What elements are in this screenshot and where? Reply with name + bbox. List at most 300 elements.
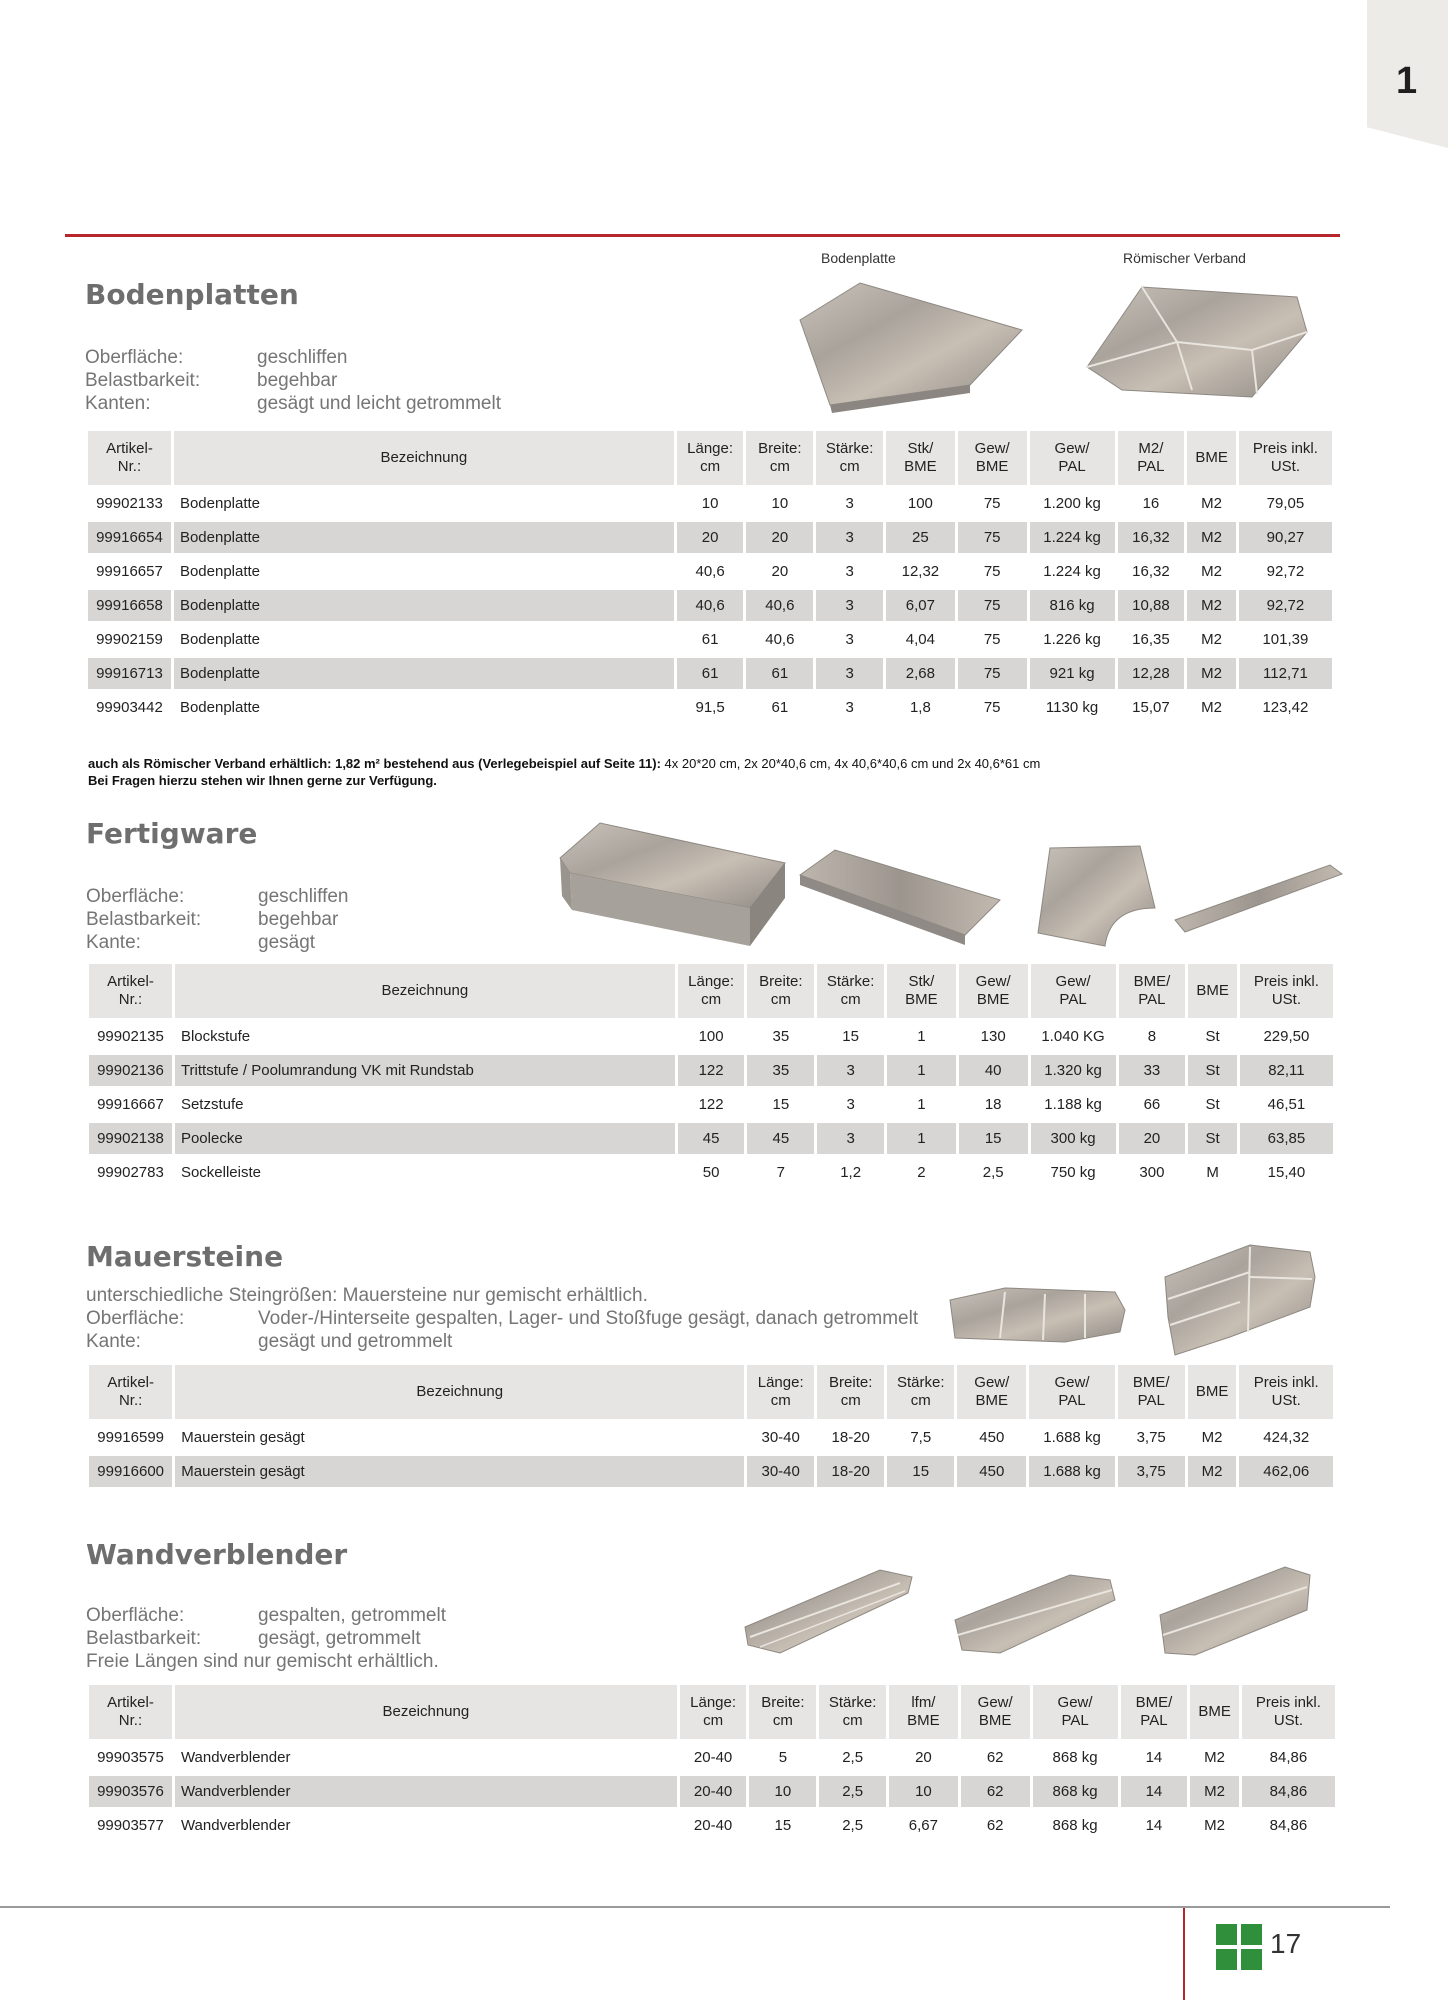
roemischer-verband-note <box>88 755 1040 789</box>
prop-value: gesägt und leicht getrommelt <box>257 393 501 414</box>
table-cell: 300 kg <box>1031 1123 1116 1154</box>
table-cell: 122 <box>698 1096 724 1113</box>
table-row <box>89 1157 1333 1188</box>
table-cell: 45 <box>678 1123 745 1154</box>
table-cell: M2 <box>1190 1776 1239 1807</box>
table-cell: St <box>1205 1028 1220 1045</box>
caption-bodenplatte: Bodenplatte <box>821 250 896 266</box>
table-row <box>88 590 1332 621</box>
table-cell: 84,86 <box>1269 1749 1308 1766</box>
column-header: Gew/ BME <box>961 1685 1030 1739</box>
prop-value: gesägt, getrommelt <box>258 1628 421 1649</box>
column-header: M2/ PAL <box>1118 431 1185 485</box>
table-cell: 1130 kg <box>1045 699 1099 716</box>
column-header: Bezeichnung <box>175 1365 744 1419</box>
column-header: Stärke: cm <box>817 964 884 1018</box>
table-cell: 7 <box>776 1164 786 1181</box>
table-cell: 46,51 <box>1267 1096 1306 1113</box>
section-title-bodenplatten: Bodenplatten <box>85 278 299 311</box>
description-cell: Wandverblender <box>180 1817 291 1834</box>
table-cell: 33 <box>1119 1055 1186 1086</box>
table-cell: 101,39 <box>1262 631 1309 648</box>
column-header: Preis inkl. USt. <box>1240 964 1333 1018</box>
table-cell: 3 <box>846 1096 855 1113</box>
column-header: Bezeichnung <box>175 964 675 1018</box>
table-cell: 2,5 <box>982 1164 1004 1181</box>
description-cell: Bodenplatte <box>174 522 674 553</box>
table-cell: 61 <box>746 658 813 689</box>
prop-key: Belastbarkeit: <box>85 370 201 391</box>
table-cell: 1.224 kg <box>1030 522 1115 553</box>
column-header: Stärke: cm <box>816 431 883 485</box>
table-cell: 15 <box>959 1123 1028 1154</box>
note-bold: auch als Römischer Verband erhältlich: 1,82 m² bestehend aus (Verlegebeispiel auf Seite 11): <box>88 756 661 771</box>
table-cell: 20-40 <box>680 1776 747 1807</box>
table-cell: M2 <box>1201 631 1222 648</box>
article-number-cell: 99903577 <box>97 1817 164 1834</box>
column-header: Breite: cm <box>749 1685 816 1739</box>
column-header: Stk/ BME <box>886 431 955 485</box>
article-number-cell: 99902135 <box>97 1028 164 1045</box>
mauerstein-ecke-image <box>1160 1237 1320 1362</box>
column-header: Artikel- Nr.: <box>88 431 171 485</box>
trittstufe-image <box>795 845 1005 950</box>
column-header: BME <box>1190 1685 1239 1739</box>
article-number-cell: 99902783 <box>97 1164 164 1181</box>
fertigware-table <box>86 961 1336 1191</box>
table-cell: 1 <box>887 1123 956 1154</box>
table-cell: 20 <box>746 522 813 553</box>
table-cell: 20 <box>677 522 744 553</box>
prop-key: Oberfläche: <box>86 1308 185 1329</box>
table-cell: M2 <box>1201 699 1222 716</box>
table-cell: 450 <box>979 1429 1005 1446</box>
article-number-cell: 99916600 <box>89 1456 172 1487</box>
table-cell: M2 <box>1188 1456 1237 1487</box>
column-header: Stk/ BME <box>887 964 956 1018</box>
table-header-row <box>89 964 1333 1018</box>
prop-value: begehbar <box>257 370 338 391</box>
table-cell: 16 <box>1142 495 1160 512</box>
column-header: BME <box>1187 431 1236 485</box>
table-cell: 10 <box>749 1776 816 1807</box>
table-cell: 18-20 <box>831 1429 870 1446</box>
fertigware-properties <box>86 885 349 954</box>
table-cell: 14 <box>1145 1749 1163 1766</box>
mauersteine-table <box>86 1362 1336 1490</box>
table-cell: 3 <box>817 1055 884 1086</box>
table-cell: 62 <box>986 1749 1004 1766</box>
table-cell: 20-40 <box>693 1817 733 1834</box>
table-cell: 35 <box>772 1028 790 1045</box>
table-row <box>89 1776 1335 1807</box>
prop-key: Oberfläche: <box>85 347 184 368</box>
table-cell: 1.040 KG <box>1041 1028 1105 1045</box>
table-cell: 75 <box>983 699 1001 716</box>
prop-value: geschliffen <box>258 886 349 907</box>
table-cell: 61 <box>701 631 719 648</box>
table-cell: 2,68 <box>886 658 955 689</box>
column-header: Stärke: cm <box>819 1685 886 1739</box>
table-cell: 40,6 <box>765 631 795 648</box>
table-cell: 3 <box>845 563 854 580</box>
table-cell: St <box>1188 1055 1237 1086</box>
table-cell: 868 kg <box>1033 1776 1118 1807</box>
table-cell: 122 <box>678 1055 745 1086</box>
column-header: lfm/ BME <box>889 1685 958 1739</box>
table-cell: 1.226 kg <box>1043 631 1101 648</box>
wandverblender-properties <box>86 1604 446 1673</box>
prop-key: Kante: <box>86 1331 141 1352</box>
column-header: Breite: cm <box>746 431 813 485</box>
table-cell: 15 <box>842 1028 859 1045</box>
bodenplatten-table <box>85 428 1335 726</box>
section-title-fertigware: Fertigware <box>86 817 258 850</box>
footer-divider <box>0 1906 1390 1908</box>
column-header: Länge: cm <box>747 1365 814 1419</box>
column-header: Gew/ PAL <box>1031 964 1116 1018</box>
table-cell: 3,75 <box>1118 1456 1185 1487</box>
table-row <box>89 1742 1335 1773</box>
description-cell: Wandverblender <box>175 1776 677 1807</box>
table-cell: 30-40 <box>747 1456 814 1487</box>
table-cell: 7,5 <box>910 1429 932 1446</box>
table-cell: 14 <box>1145 1817 1163 1834</box>
table-cell: 2,5 <box>819 1776 886 1807</box>
article-number-cell: 99902136 <box>89 1055 172 1086</box>
column-header: Breite: cm <box>747 964 814 1018</box>
table-cell: 40,6 <box>677 590 744 621</box>
column-header: Stärke: cm <box>887 1365 954 1419</box>
table-cell: 75 <box>983 495 1001 512</box>
table-cell: 50 <box>702 1164 720 1181</box>
description-cell: Bodenplatte <box>179 631 261 648</box>
table-cell: M2 <box>1204 1817 1225 1834</box>
table-cell: 1.224 kg <box>1043 563 1101 580</box>
table-cell: 3 <box>845 495 854 512</box>
bodenplatten-properties <box>85 346 501 415</box>
table-cell: 1.188 kg <box>1044 1096 1102 1113</box>
column-header: Preis inkl. USt. <box>1239 1365 1333 1419</box>
table-cell: 16,32 <box>1118 522 1185 553</box>
table-cell: 2 <box>917 1164 926 1181</box>
table-cell: 3 <box>845 631 854 648</box>
table-cell: 75 <box>958 522 1027 553</box>
table-cell: 75 <box>958 658 1027 689</box>
table-cell: 14 <box>1121 1776 1188 1807</box>
table-cell: 75 <box>958 590 1027 621</box>
column-header: Gew/ PAL <box>1029 1365 1114 1419</box>
table-cell: 82,11 <box>1240 1055 1333 1086</box>
prop-key: Kante: <box>86 932 141 953</box>
article-number-cell: 99916654 <box>88 522 171 553</box>
footer-red-line <box>1183 1908 1185 2000</box>
table-cell: 1,2 <box>840 1164 862 1181</box>
table-row <box>88 658 1332 689</box>
table-cell: 100 <box>698 1028 724 1045</box>
table-cell: 10 <box>889 1776 958 1807</box>
prop-key: Belastbarkeit: <box>86 1628 202 1649</box>
prop-key: Oberfläche: <box>86 886 185 907</box>
description-cell: Setzstufe <box>180 1096 244 1113</box>
table-row <box>89 1422 1333 1453</box>
table-cell: 18-20 <box>817 1456 884 1487</box>
table-cell: 3 <box>845 699 854 716</box>
bodenplatte-image <box>790 275 1030 415</box>
table-cell: 18 <box>984 1096 1002 1113</box>
table-cell: 40,6 <box>746 590 813 621</box>
table-cell: 100 <box>907 495 933 512</box>
section-title-mauersteine: Mauersteine <box>86 1240 284 1273</box>
wandverblender-15cm-image <box>1155 1555 1315 1665</box>
description-cell: Mauerstein gesägt <box>181 1429 305 1446</box>
wandverblender-5cm-image <box>740 1565 915 1660</box>
table-cell: 20 <box>771 563 789 580</box>
table-cell: 3 <box>816 658 883 689</box>
table-cell: 20 <box>915 1749 932 1766</box>
table-cell: 92,72 <box>1239 590 1332 621</box>
article-number-cell: 99902138 <box>89 1123 172 1154</box>
column-header: BME/ PAL <box>1118 1365 1185 1419</box>
wandverblender-extra: Freie Längen sind nur gemischt erhältlich. <box>86 1651 439 1672</box>
prop-value: Voder-/Hinterseite gespalten, Lager- und Stoßfuge gesägt, danach getrommelt <box>258 1308 919 1329</box>
column-header: Breite: cm <box>817 1365 884 1419</box>
description-cell: Bodenplatte <box>179 699 261 716</box>
article-number-cell: 99916713 <box>88 658 171 689</box>
description-cell: Bodenplatte <box>179 495 261 512</box>
table-cell: 12,28 <box>1118 658 1185 689</box>
table-cell: 75 <box>983 631 1001 648</box>
mauerstein-flach-image <box>945 1280 1130 1350</box>
column-header: Preis inkl. USt. <box>1242 1685 1335 1739</box>
blockstufe-image <box>550 818 790 953</box>
column-header: Artikel- Nr.: <box>89 964 172 1018</box>
column-header: Gew/ PAL <box>1033 1685 1118 1739</box>
table-cell: 84,86 <box>1269 1817 1308 1834</box>
table-row <box>88 692 1332 723</box>
note-line2: Bei Fragen hierzu stehen wir Ihnen gerne zur Verfügung. <box>88 773 437 788</box>
table-cell: 61 <box>771 699 789 716</box>
table-cell: 3 <box>816 590 883 621</box>
table-cell: M2 <box>1187 658 1236 689</box>
wandverblender-10cm-image <box>950 1565 1120 1660</box>
table-cell: 79,05 <box>1266 495 1305 512</box>
table-cell: 229,50 <box>1263 1028 1310 1045</box>
poolecke-image <box>1030 838 1160 953</box>
table-cell: 16,35 <box>1132 631 1170 648</box>
brand-logo-icon <box>1216 1924 1262 1970</box>
column-header: Gew/ PAL <box>1030 431 1115 485</box>
table-row <box>88 624 1332 655</box>
table-cell: 15 <box>887 1456 954 1487</box>
caption-roemischer-verband: Römischer Verband <box>1123 250 1246 266</box>
table-cell: 6,07 <box>886 590 955 621</box>
article-number-cell: 99902133 <box>96 495 163 512</box>
column-header: Gew/ BME <box>959 964 1028 1018</box>
prop-value: gesägt und getrommelt <box>258 1331 453 1352</box>
description-cell: Poolecke <box>175 1123 675 1154</box>
table-cell: 2,5 <box>842 1817 864 1834</box>
column-header: BME <box>1188 1365 1237 1419</box>
table-cell: 3 <box>816 522 883 553</box>
table-cell: 4,04 <box>905 631 935 648</box>
article-number-cell: 99916658 <box>88 590 171 621</box>
description-cell: Bodenplatte <box>179 563 261 580</box>
table-cell: M2 <box>1201 563 1222 580</box>
column-header: Länge: cm <box>678 964 745 1018</box>
article-number-cell: 99916667 <box>97 1096 164 1113</box>
column-header: Preis inkl. USt. <box>1239 431 1332 485</box>
table-row <box>89 1123 1333 1154</box>
roemischer-verband-image <box>1082 272 1312 412</box>
table-cell: 63,85 <box>1240 1123 1333 1154</box>
table-cell: M2 <box>1187 522 1236 553</box>
table-cell: 8 <box>1147 1028 1157 1045</box>
table-header-row <box>88 431 1332 485</box>
table-cell: 1.688 kg <box>1043 1429 1101 1446</box>
table-cell: 45 <box>747 1123 814 1154</box>
article-number-cell: 99916599 <box>97 1429 165 1446</box>
table-cell: 450 <box>957 1456 1026 1487</box>
column-header: Gew/ BME <box>958 431 1027 485</box>
table-cell: 92,72 <box>1266 563 1305 580</box>
table-cell: St <box>1205 1096 1220 1113</box>
description-cell: Wandverblender <box>180 1749 291 1766</box>
table-cell: M2 <box>1201 1429 1223 1446</box>
prop-key: Belastbarkeit: <box>86 909 202 930</box>
table-row <box>89 1456 1333 1487</box>
table-cell: 1,8 <box>909 699 931 716</box>
table-cell: 66 <box>1143 1096 1161 1113</box>
table-cell: M <box>1206 1164 1219 1181</box>
description-cell: Bodenplatte <box>174 590 674 621</box>
description-cell: Trittstufe / Poolumrandung VK mit Rundstab <box>175 1055 675 1086</box>
table-cell: 84,86 <box>1242 1776 1335 1807</box>
table-cell: 2,5 <box>842 1749 864 1766</box>
column-header: Länge: cm <box>677 431 744 485</box>
table-cell: 10,88 <box>1118 590 1185 621</box>
table-cell: 424,32 <box>1263 1429 1310 1446</box>
table-cell: 62 <box>961 1776 1030 1807</box>
table-cell: 20 <box>1119 1123 1186 1154</box>
column-header: Gew/ BME <box>957 1365 1026 1419</box>
table-row <box>89 1810 1335 1841</box>
table-row <box>89 1055 1333 1086</box>
column-header: BME/ PAL <box>1121 1685 1188 1739</box>
table-cell: 750 kg <box>1050 1164 1096 1181</box>
table-cell: St <box>1188 1123 1237 1154</box>
top-divider <box>65 234 1340 237</box>
table-row <box>88 488 1332 519</box>
table-cell: 15,40 <box>1267 1164 1306 1181</box>
table-cell: 10 <box>771 495 789 512</box>
table-cell: 123,42 <box>1262 699 1309 716</box>
sockelleiste-image <box>1170 860 1345 940</box>
table-cell: 921 kg <box>1030 658 1115 689</box>
article-number-cell: 99903576 <box>89 1776 172 1807</box>
article-number-cell: 99916657 <box>96 563 163 580</box>
article-number-cell: 99903575 <box>97 1749 164 1766</box>
column-header: Länge: cm <box>680 1685 747 1739</box>
prop-value: gesägt <box>258 932 316 953</box>
prop-value: begehbar <box>258 909 339 930</box>
table-cell: 130 <box>980 1028 1006 1045</box>
table-cell: 1.320 kg <box>1031 1055 1116 1086</box>
description-cell: Blockstufe <box>180 1028 251 1045</box>
table-cell: 90,27 <box>1239 522 1332 553</box>
table-cell: 462,06 <box>1239 1456 1333 1487</box>
table-cell: 15,07 <box>1132 699 1170 716</box>
column-header: Artikel- Nr.: <box>89 1685 172 1739</box>
table-cell: 816 kg <box>1030 590 1115 621</box>
table-cell: 30-40 <box>761 1429 800 1446</box>
table-cell: 1 <box>917 1028 926 1045</box>
prop-key: Kanten: <box>85 393 151 414</box>
table-cell: M2 <box>1187 590 1236 621</box>
article-number-cell: 99903442 <box>96 699 163 716</box>
table-header-row <box>89 1365 1333 1419</box>
table-cell: 75 <box>983 563 1001 580</box>
column-header: Artikel- Nr.: <box>89 1365 172 1419</box>
wandverblender-table <box>86 1682 1338 1844</box>
table-cell: 1 <box>887 1055 956 1086</box>
mauersteine-intro: unterschiedliche Steingrößen: Mauersteine nur gemischt erhältlich. <box>86 1285 648 1306</box>
article-number-cell: 99902159 <box>96 631 163 648</box>
description-cell: Bodenplatte <box>174 658 674 689</box>
prop-value: geschliffen <box>257 347 348 368</box>
chapter-number: 1 <box>1396 60 1418 102</box>
table-cell: 1 <box>917 1096 926 1113</box>
column-header: BME <box>1188 964 1237 1018</box>
table-cell: 15 <box>774 1817 792 1834</box>
table-cell: 40 <box>959 1055 1028 1086</box>
table-cell: 10 <box>701 495 719 512</box>
column-header: Bezeichnung <box>174 431 674 485</box>
column-header: BME/ PAL <box>1119 964 1186 1018</box>
table-cell: 40,6 <box>695 563 725 580</box>
table-cell: 1.200 kg <box>1043 495 1101 512</box>
table-cell: 35 <box>747 1055 814 1086</box>
table-cell: 5 <box>778 1749 788 1766</box>
table-cell: 16,32 <box>1132 563 1170 580</box>
table-cell: M2 <box>1201 495 1222 512</box>
table-cell: 61 <box>677 658 744 689</box>
note-rest: 4x 20*20 cm, 2x 20*40,6 cm, 4x 40,6*40,6 cm und 2x 40,6*61 cm <box>660 756 1041 771</box>
table-row <box>88 522 1332 553</box>
prop-value: gespalten, getrommelt <box>258 1605 446 1626</box>
table-cell: 6,67 <box>908 1817 938 1834</box>
table-cell: 1.688 kg <box>1029 1456 1114 1487</box>
table-cell: 300 <box>1139 1164 1165 1181</box>
table-cell: 868 kg <box>1052 1817 1098 1834</box>
table-cell: 868 kg <box>1052 1749 1098 1766</box>
table-cell: M2 <box>1204 1749 1225 1766</box>
table-row <box>89 1021 1333 1052</box>
table-cell: 15 <box>772 1096 790 1113</box>
page-number: 17 <box>1270 1928 1302 1959</box>
column-header: Bezeichnung <box>175 1685 677 1739</box>
table-cell: 3,75 <box>1136 1429 1166 1446</box>
description-cell: Sockelleiste <box>180 1164 261 1181</box>
table-cell: 62 <box>986 1817 1004 1834</box>
table-header-row <box>89 1685 1335 1739</box>
description-cell: Mauerstein gesägt <box>175 1456 744 1487</box>
table-cell: 25 <box>886 522 955 553</box>
table-cell: 3 <box>817 1123 884 1154</box>
mauersteine-properties <box>86 1284 918 1353</box>
prop-key: Oberfläche: <box>86 1605 185 1626</box>
table-cell: 112,71 <box>1239 658 1332 689</box>
